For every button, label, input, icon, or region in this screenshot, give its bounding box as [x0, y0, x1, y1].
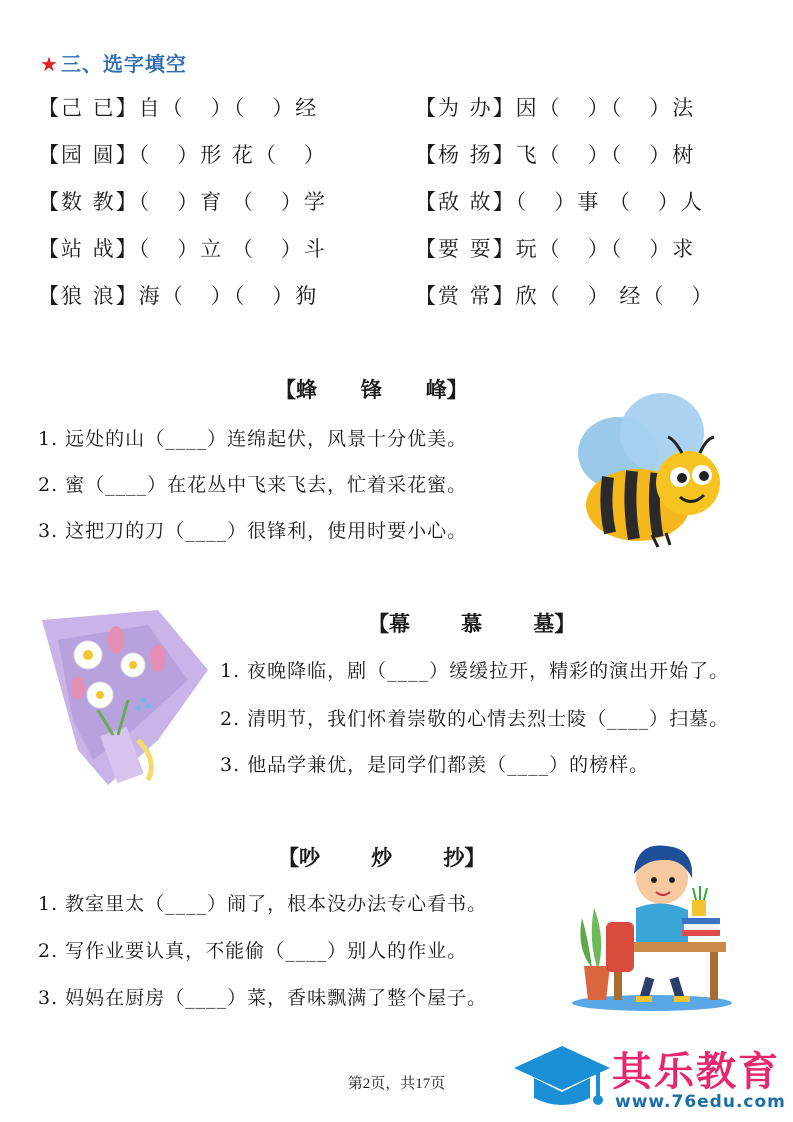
brand-url: www.76edu.com	[615, 1092, 786, 1112]
sentence: 2. 清明节，我们怀着崇敬的心情去烈士陵（____）扫墓。	[220, 708, 730, 730]
sentence: 2. 写作业要认真，不能偷（____）别人的作业。	[38, 940, 468, 962]
group-header: 【幕 慕 墓】	[368, 611, 576, 636]
fill-row: 【杨 扬】飞（ ）（ ）树	[415, 143, 696, 167]
boy-studying-illustration	[570, 838, 735, 1013]
fill-row: 【为 办】因（ ）（ ）法	[415, 96, 696, 120]
fill-row: 【敌 故】（ ）事 （ ）人	[415, 190, 704, 214]
bee-illustration	[570, 385, 735, 550]
fill-row: 【要 耍】玩（ ）（ ）求	[415, 237, 696, 261]
page-number: 第2页，共17页	[347, 1076, 446, 1092]
sentence: 1. 教室里太（____）闹了，根本没办法专心看书。	[38, 893, 488, 915]
group-header: 【吵 炒 抄】	[278, 845, 486, 870]
fill-row: 【园 圆】（ ）形 花（ ）	[38, 143, 327, 167]
section-title	[40, 48, 187, 77]
fill-row: 【数 教】（ ）育 （ ）学	[38, 190, 327, 214]
sentence: 3. 妈妈在厨房（____）菜，香味飘满了整个屋子。	[38, 987, 488, 1009]
fill-row: 【赏 常】欣（ ） 经（ ）	[415, 284, 715, 308]
sentence: 1. 夜晚降临，剧（____）缓缓拉开，精彩的演出开始了。	[220, 660, 730, 682]
group-header: 【蜂 锋 峰】	[275, 377, 468, 402]
sentence: 3. 这把刀的刀（____）很锋利，使用时要小心。	[38, 520, 468, 542]
sentence: 3. 他品学兼优，是同学们都羡（____）的榜样。	[220, 754, 650, 776]
section-title-text: 三、选字填空	[60, 52, 187, 76]
fill-row: 【站 战】（ ）立 （ ）斗	[38, 237, 327, 261]
sentence: 2. 蜜（____）在花丛中飞来飞去，忙着采花蜜。	[38, 474, 468, 496]
star-icon: ★	[40, 52, 59, 76]
graduation-cap-icon	[512, 1042, 612, 1114]
fill-row: 【己 已】自（ ）（ ）经	[38, 96, 319, 120]
brand-name: 其乐教育	[612, 1049, 780, 1095]
fill-row: 【狼 浪】海（ ）（ ）狗	[38, 284, 319, 308]
flower-bouquet-illustration	[38, 610, 213, 790]
sentence: 1. 远处的山（____）连绵起伏，风景十分优美。	[38, 428, 468, 450]
